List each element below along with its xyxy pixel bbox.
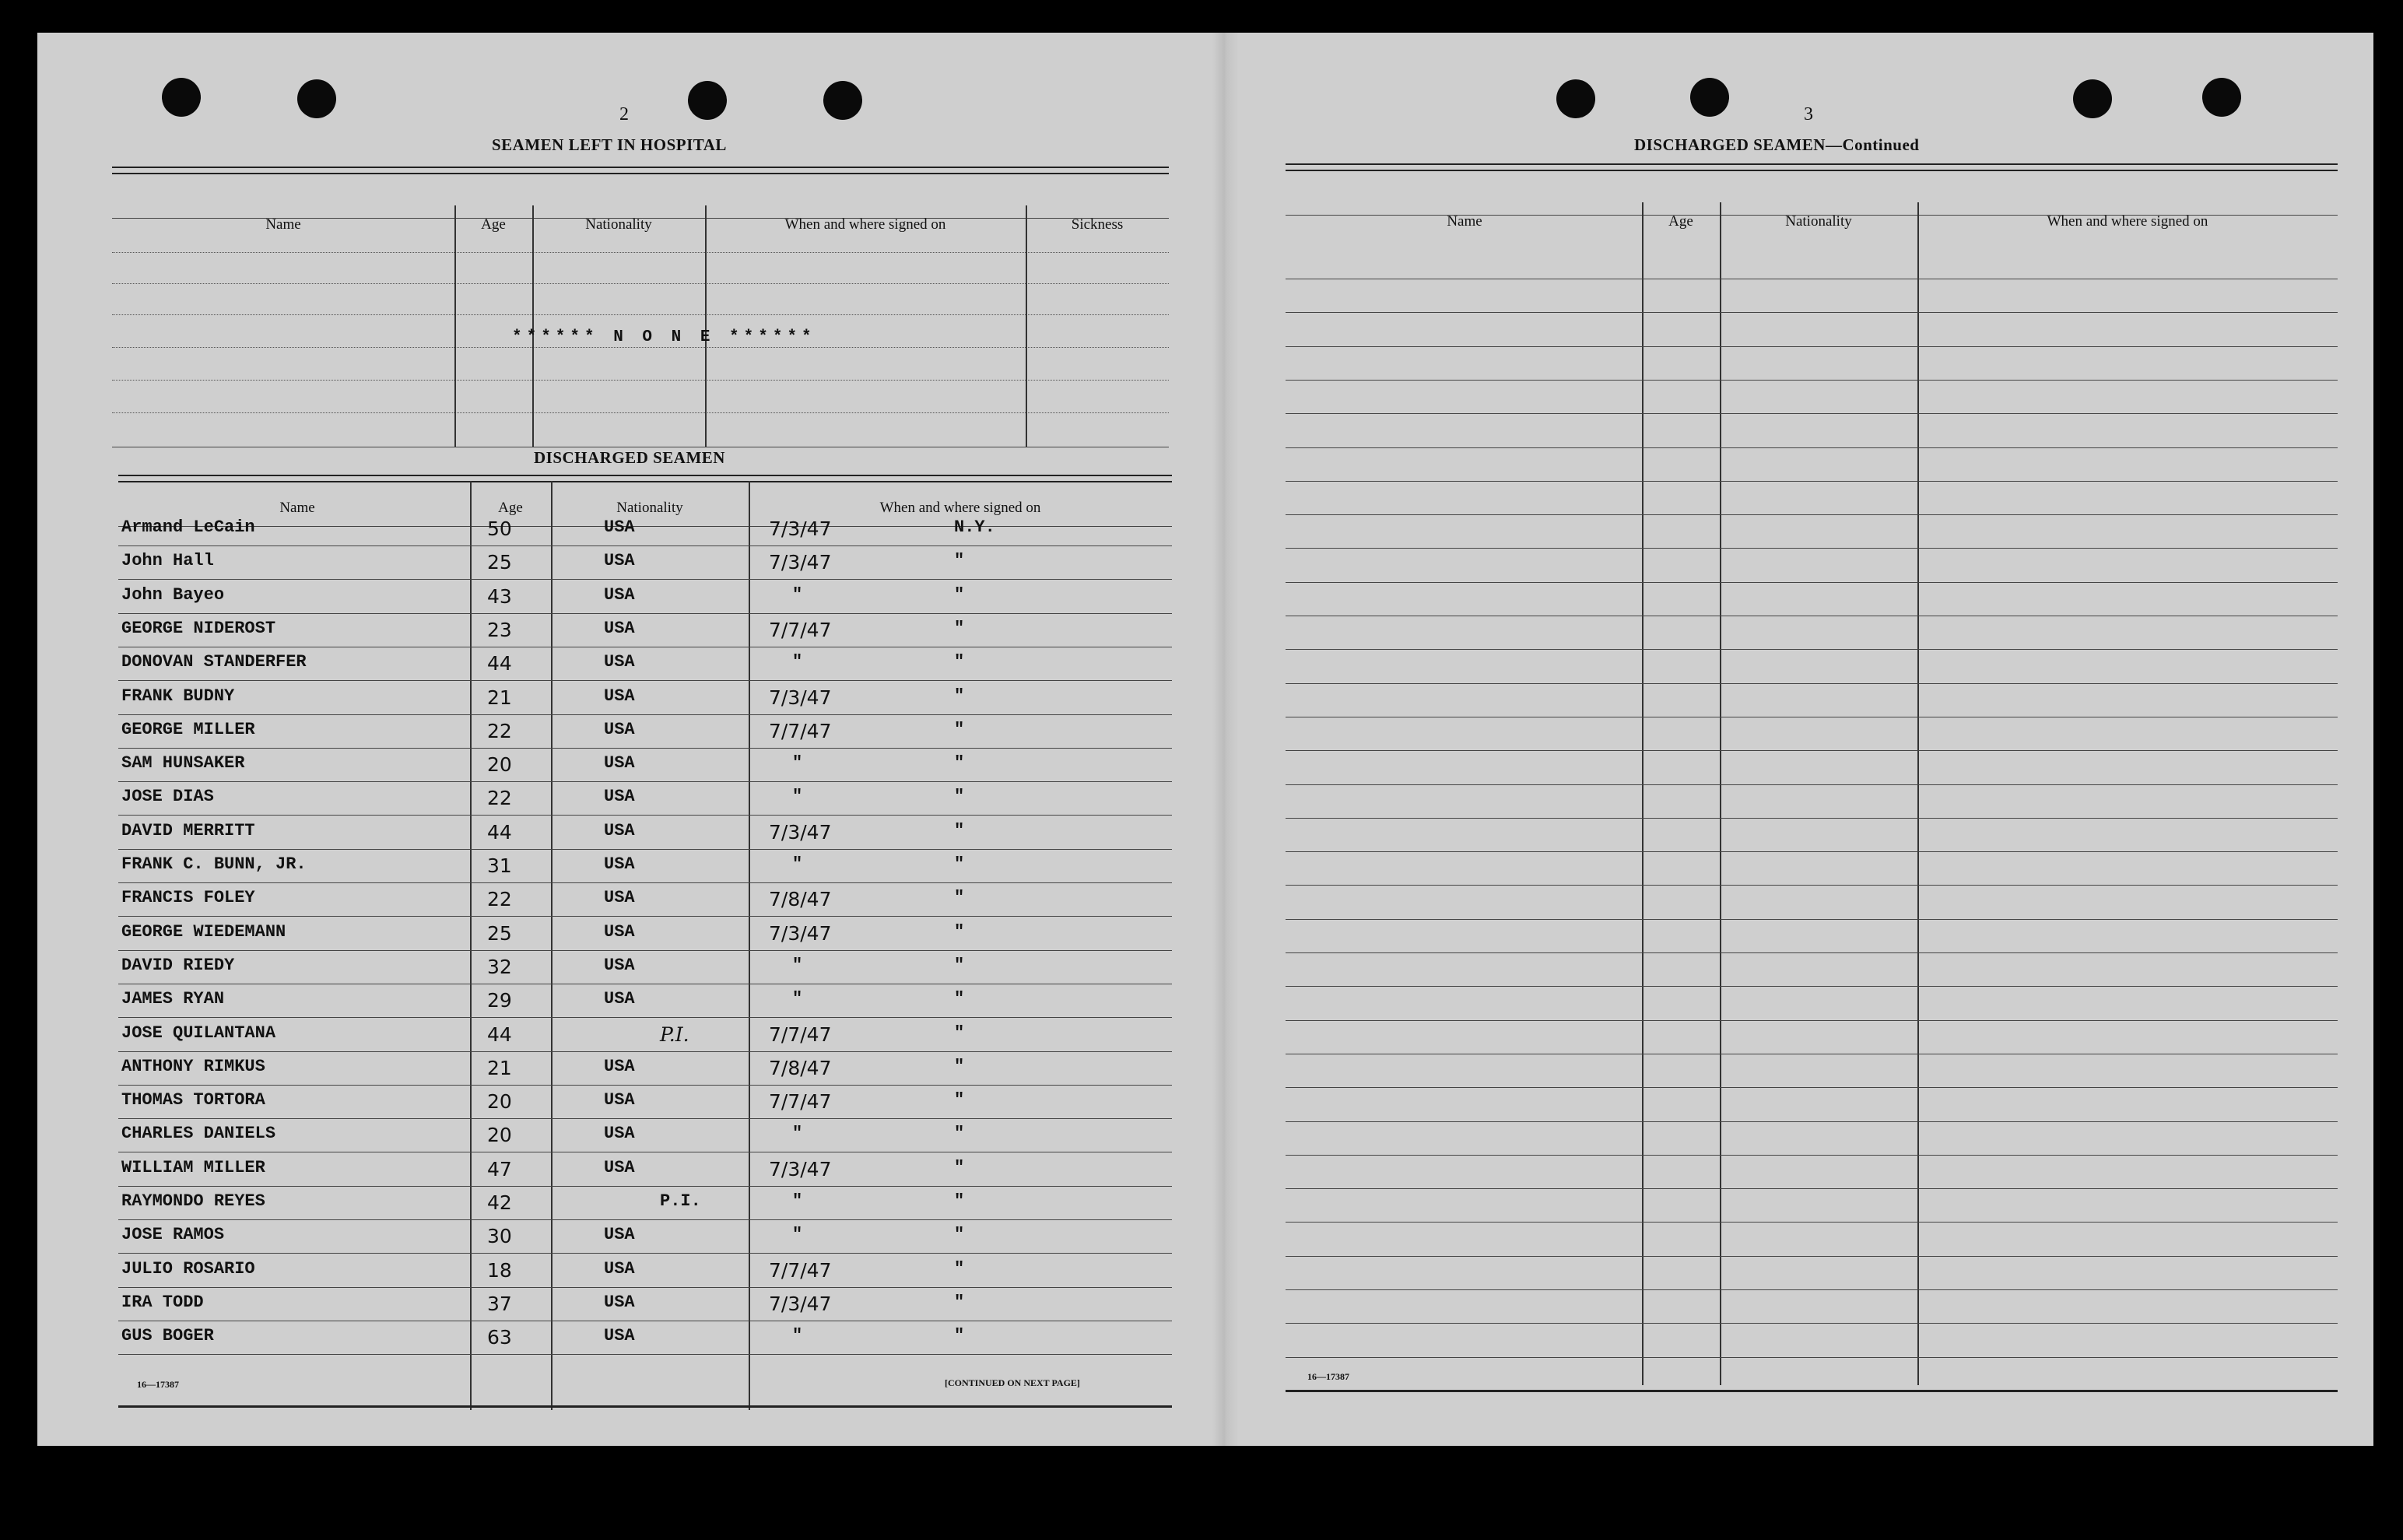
row-rule	[118, 1186, 1172, 1187]
seaman-signed-place: "	[954, 551, 965, 571]
seaman-name: FRANCIS FOLEY	[121, 888, 255, 908]
seaman-nationality: P.I.	[660, 1191, 701, 1211]
seaman-signed-place: "	[954, 1225, 965, 1245]
row-rule	[1286, 986, 2338, 987]
row-rule	[1286, 1188, 2338, 1189]
seaman-nationality: USA	[604, 1056, 635, 1076]
discharged-table	[118, 475, 1172, 1427]
page-fold	[1212, 33, 1239, 1446]
row-rule	[1286, 1155, 2338, 1156]
seaman-signed-date: "	[792, 1191, 803, 1211]
seaman-signed-date: "	[792, 584, 803, 605]
seaman-age: 18	[487, 1258, 512, 1282]
seaman-age: 47	[487, 1157, 512, 1180]
punch-hole	[2202, 78, 2241, 117]
seaman-name: ANTHONY RIMKUS	[121, 1056, 265, 1076]
row-rule	[118, 1051, 1172, 1052]
right-form-number: 16—17387	[1307, 1371, 1349, 1382]
seaman-age: 25	[487, 551, 512, 574]
seaman-nationality: USA	[604, 517, 635, 537]
row-rule	[118, 1017, 1172, 1018]
seaman-signed-place: "	[954, 1090, 965, 1110]
seaman-name: John Hall	[121, 551, 214, 571]
row-rule	[1286, 548, 2338, 549]
seaman-name: DAVID MERRITT	[121, 820, 255, 840]
seaman-name: GEORGE WIEDEMANN	[121, 921, 286, 942]
discharged-header-age: Age	[498, 500, 523, 516]
seaman-nationality: USA	[604, 753, 635, 774]
seaman-signed-date: "	[792, 955, 803, 975]
right-section-title: DISCHARGED SEAMEN—Continued	[1634, 135, 1920, 154]
seaman-signed-place: "	[954, 584, 965, 605]
seaman-nationality: USA	[604, 1157, 635, 1177]
seaman-nationality: USA	[604, 921, 635, 942]
seaman-age: 50	[487, 517, 512, 540]
seaman-age: 21	[487, 686, 512, 709]
right-page-number: 3	[1804, 104, 1813, 125]
seaman-nationality: USA	[604, 854, 635, 874]
seaman-signed-place: "	[954, 1124, 965, 1144]
seaman-nationality: USA	[604, 820, 635, 840]
row-rule	[118, 1253, 1172, 1254]
row-rule	[1286, 649, 2338, 650]
seaman-nationality: USA	[604, 686, 635, 706]
seaman-nationality: USA	[604, 618, 635, 638]
seaman-signed-date: 7/7/47	[769, 1090, 832, 1114]
seaman-age: 23	[487, 618, 512, 641]
row-rule	[1286, 413, 2338, 414]
row-rule	[118, 1219, 1172, 1220]
seaman-signed-place: "	[954, 618, 965, 638]
left-page-number: 2	[619, 104, 629, 125]
seaman-age: 44	[487, 1023, 512, 1046]
seaman-nationality: USA	[604, 1124, 635, 1144]
row-rule	[1286, 312, 2338, 313]
seaman-signed-date: "	[792, 1225, 803, 1245]
row-rule	[1286, 346, 2338, 347]
seaman-name: JAMES RYAN	[121, 989, 225, 1009]
punch-hole	[1556, 79, 1595, 118]
row-rule	[118, 781, 1172, 782]
row-rule	[1286, 514, 2338, 515]
seaman-age: 43	[487, 584, 512, 608]
hospital-header-nationality: Nationality	[585, 216, 652, 233]
row-rule	[118, 1085, 1172, 1086]
row-rule	[1286, 919, 2338, 920]
row-rule	[118, 680, 1172, 681]
seaman-name: FRANK C. BUNN, JR.	[121, 854, 307, 874]
seaman-nationality: USA	[604, 584, 635, 605]
seaman-signed-date: 7/3/47	[769, 921, 832, 945]
seaman-name: GEORGE MILLER	[121, 719, 255, 739]
row-rule	[118, 545, 1172, 546]
row-rule	[1286, 1121, 2338, 1122]
seaman-signed-date: "	[792, 787, 803, 807]
seaman-age: 32	[487, 955, 512, 978]
seaman-signed-place: "	[954, 820, 965, 840]
row-rule	[118, 882, 1172, 883]
seaman-signed-place: N.Y.	[954, 517, 995, 537]
seaman-nationality: USA	[604, 652, 635, 672]
seaman-signed-date: 7/3/47	[769, 1157, 832, 1180]
seaman-name: FRANK BUDNY	[121, 686, 235, 706]
row-rule	[118, 748, 1172, 749]
punch-hole	[1690, 78, 1729, 117]
row-rule	[118, 1354, 1172, 1355]
hospital-header-name: Name	[265, 216, 301, 233]
seaman-age: 22	[487, 888, 512, 911]
row-rule	[1286, 1256, 2338, 1257]
seaman-signed-place: "	[954, 1258, 965, 1279]
seaman-signed-place: "	[954, 1056, 965, 1076]
seaman-signed-place: "	[954, 686, 965, 706]
continued-note: [CONTINUED ON NEXT PAGE]	[945, 1377, 1080, 1388]
row-rule	[1286, 952, 2338, 953]
seaman-signed-place: "	[954, 753, 965, 774]
hospital-header-sickness: Sickness	[1071, 216, 1124, 233]
row-rule	[1286, 683, 2338, 684]
seaman-signed-place: "	[954, 921, 965, 942]
seaman-age: 37	[487, 1292, 512, 1315]
seaman-name: DAVID RIEDY	[121, 955, 235, 975]
discharged-header-name: Name	[279, 500, 315, 516]
seaman-name: JOSE DIAS	[121, 787, 214, 807]
seaman-signed-place: "	[954, 652, 965, 672]
row-rule	[118, 849, 1172, 850]
seaman-name: JOSE QUILANTANA	[121, 1023, 276, 1043]
right-header-age: Age	[1668, 213, 1693, 230]
punch-hole	[2073, 79, 2112, 118]
row-rule	[1286, 1357, 2338, 1358]
seaman-signed-date: 7/8/47	[769, 888, 832, 911]
punch-hole	[297, 79, 336, 118]
row-rule	[1286, 818, 2338, 819]
row-rule	[1286, 784, 2338, 785]
right-header-name: Name	[1447, 213, 1482, 230]
row-rule	[1286, 380, 2338, 381]
seaman-signed-date: "	[792, 1326, 803, 1346]
seaman-name: Armand LeCain	[121, 517, 255, 537]
row-rule	[118, 714, 1172, 715]
hospital-header-age: Age	[481, 216, 506, 233]
row-rule	[118, 815, 1172, 816]
row-rule	[1286, 481, 2338, 482]
seaman-nationality: USA	[604, 551, 635, 571]
seaman-age: 31	[487, 854, 512, 877]
seaman-name: CHARLES DANIELS	[121, 1124, 276, 1144]
hospital-section-title: SEAMEN LEFT IN HOSPITAL	[492, 135, 727, 154]
punch-hole	[823, 81, 862, 120]
seaman-signed-place: "	[954, 854, 965, 874]
row-rule	[118, 1118, 1172, 1119]
seaman-signed-date: 7/8/47	[769, 1056, 832, 1079]
hospital-header-signed-on: When and where signed on	[784, 216, 946, 233]
seaman-nationality: USA	[604, 1292, 635, 1312]
seaman-age: 44	[487, 820, 512, 844]
row-rule	[1286, 1323, 2338, 1324]
seaman-name: JULIO ROSARIO	[121, 1258, 255, 1279]
seaman-signed-date: 7/3/47	[769, 820, 832, 844]
seaman-age: 22	[487, 719, 512, 742]
seaman-age: 20	[487, 1124, 512, 1147]
seaman-nationality: USA	[604, 888, 635, 908]
row-rule	[1286, 750, 2338, 751]
seaman-signed-date: "	[792, 753, 803, 774]
row-rule	[1286, 1222, 2338, 1223]
seaman-signed-date: 7/3/47	[769, 686, 832, 709]
document-sheet	[37, 33, 2373, 1446]
right-discharged-table	[1286, 163, 2338, 1401]
seaman-signed-place: "	[954, 719, 965, 739]
seaman-signed-place: "	[954, 888, 965, 908]
right-header-nationality: Nationality	[1785, 213, 1852, 230]
seaman-nationality: USA	[604, 1090, 635, 1110]
row-rule	[118, 1287, 1172, 1288]
row-rule	[1286, 1020, 2338, 1021]
seaman-signed-date: 7/3/47	[769, 551, 832, 574]
seaman-age: 22	[487, 787, 512, 810]
seaman-nationality: USA	[604, 719, 635, 739]
seaman-age: 20	[487, 753, 512, 777]
seaman-age: 29	[487, 989, 512, 1012]
seaman-name: THOMAS TORTORA	[121, 1090, 265, 1110]
seaman-age: 20	[487, 1090, 512, 1114]
seaman-signed-date: "	[792, 989, 803, 1009]
discharged-header-signed-on: When and where signed on	[879, 500, 1041, 516]
right-header-signed-on: When and where signed on	[2047, 213, 2208, 230]
seaman-nationality: USA	[604, 1258, 635, 1279]
hospital-none-entry: ****** N O N E ******	[512, 328, 816, 346]
seaman-name: SAM HUNSAKER	[121, 753, 245, 774]
seaman-signed-date: 7/7/47	[769, 1258, 832, 1282]
seaman-signed-date: 7/3/47	[769, 517, 832, 540]
seaman-signed-place: "	[954, 955, 965, 975]
row-rule	[1286, 1087, 2338, 1088]
seaman-name: GEORGE NIDEROST	[121, 618, 276, 638]
seaman-signed-date: "	[792, 1124, 803, 1144]
seaman-age: 21	[487, 1056, 512, 1079]
seaman-nationality: USA	[604, 787, 635, 807]
discharged-header-nationality: Nationality	[616, 500, 683, 516]
seaman-name: IRA TODD	[121, 1292, 204, 1312]
seaman-signed-date: "	[792, 652, 803, 672]
seaman-signed-place: "	[954, 989, 965, 1009]
seaman-age: 30	[487, 1225, 512, 1248]
seaman-signed-place: "	[954, 787, 965, 807]
hospital-table	[112, 167, 1169, 453]
seaman-signed-place: "	[954, 1326, 965, 1346]
seaman-signed-date: 7/7/47	[769, 719, 832, 742]
row-rule	[118, 579, 1172, 580]
seaman-signed-date: 7/3/47	[769, 1292, 832, 1315]
seaman-nationality: USA	[604, 989, 635, 1009]
seaman-nationality: USA	[604, 1225, 635, 1245]
punch-hole	[688, 81, 727, 120]
seaman-age: 25	[487, 921, 512, 945]
seaman-name: DONOVAN STANDERFER	[121, 652, 307, 672]
seaman-nationality: USA	[604, 955, 635, 975]
seaman-signed-date: 7/7/47	[769, 1023, 832, 1046]
seaman-age: 63	[487, 1326, 512, 1349]
row-rule	[1286, 1289, 2338, 1290]
punch-hole	[162, 78, 201, 117]
row-rule	[1286, 885, 2338, 886]
seaman-name: WILLIAM MILLER	[121, 1157, 265, 1177]
row-rule	[118, 916, 1172, 917]
seaman-age: 44	[487, 652, 512, 675]
seaman-signed-date: "	[792, 854, 803, 874]
seaman-nationality: P.I.	[660, 1023, 689, 1046]
left-form-number: 16—17387	[137, 1379, 179, 1390]
seaman-age: 42	[487, 1191, 512, 1214]
discharged-section-title: DISCHARGED SEAMEN	[534, 448, 725, 467]
row-rule	[1286, 851, 2338, 852]
seaman-signed-place: "	[954, 1292, 965, 1312]
seaman-signed-date: 7/7/47	[769, 618, 832, 641]
row-rule	[118, 950, 1172, 951]
seaman-name: John Bayeo	[121, 584, 225, 605]
seaman-name: JOSE RAMOS	[121, 1225, 225, 1245]
seaman-name: GUS BOGER	[121, 1326, 214, 1346]
row-rule	[1286, 582, 2338, 583]
seaman-signed-place: "	[954, 1191, 965, 1211]
seaman-signed-place: "	[954, 1157, 965, 1177]
row-rule	[118, 613, 1172, 614]
seaman-name: RAYMONDO REYES	[121, 1191, 265, 1211]
seaman-nationality: USA	[604, 1326, 635, 1346]
seaman-signed-place: "	[954, 1023, 965, 1043]
row-rule	[1286, 447, 2338, 448]
